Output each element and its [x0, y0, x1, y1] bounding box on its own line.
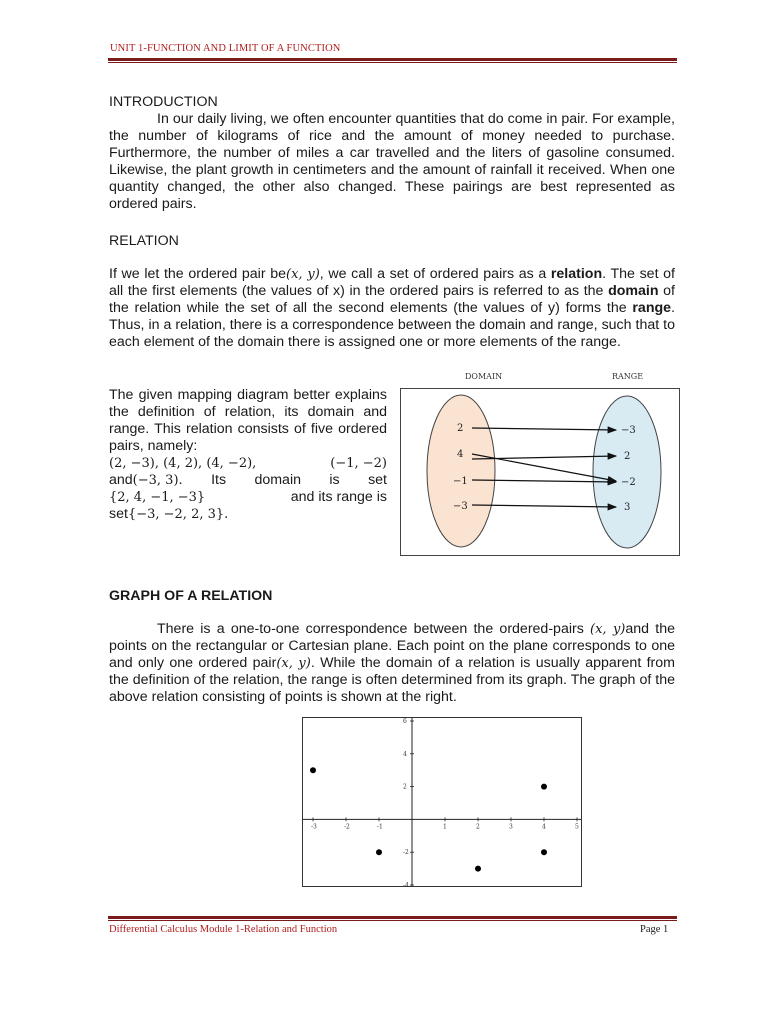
domain-value: 4	[457, 449, 464, 460]
x-tick-label: 2	[476, 823, 480, 831]
mapping-arrow	[472, 505, 616, 507]
y-tick-label: -2	[403, 849, 409, 857]
data-point	[541, 849, 547, 855]
x-tick-label: 3	[509, 823, 513, 831]
header-title: UNIT 1-FUNCTION AND LIMIT OF A FUNCTION	[110, 43, 341, 54]
x-tick-label: 5	[575, 823, 579, 831]
data-point	[541, 784, 547, 790]
relation-heading: RELATION	[109, 233, 179, 249]
footer-rule-thin	[108, 920, 677, 921]
mapping-diagram	[400, 367, 680, 557]
mapping-arrow	[472, 428, 616, 430]
range-value: −2	[621, 477, 636, 488]
header-rule	[108, 58, 677, 61]
y-tick-label: 4	[403, 750, 407, 758]
domain-value: −1	[453, 476, 468, 487]
range-value: 3	[624, 502, 631, 513]
graph-paragraph: There is a one-to-one correspondence between the ordered-pairs (x, y)and the points on the rectangular or Cartesian plane. Each point on the plane corresponds to one and only one ordered pair(x, y). While the domain of a relation is usually apparent from the definition of the relation, the range is often determined from its graph. The graph of the above relation consisting of points is shown at the right.	[109, 621, 675, 705]
relation-graph	[302, 717, 582, 889]
header-rule-thin	[108, 62, 677, 63]
footer-rule	[108, 916, 677, 919]
intro-heading: INTRODUCTION	[109, 94, 218, 110]
mapping-explanation: The given mapping diagram better explains the definition of relation, its domain and range. This relation consists of five ordered pairs, namely: (2, −3), (4, 2), (4, −2), (−1, −2) and(−3, 3). Its domain is set {2, 4, −1, −3} and its range is set{−3, −2, 2, 3}.	[109, 387, 387, 522]
domain-label: DOMAIN	[465, 372, 503, 381]
y-tick-label: 2	[403, 783, 407, 791]
x-tick-label: -1	[377, 823, 383, 831]
x-tick-label: 1	[443, 823, 447, 831]
data-point	[310, 767, 316, 773]
graph-frame	[303, 718, 582, 887]
y-tick-label: 6	[403, 718, 407, 725]
x-tick-label: -3	[311, 823, 317, 831]
relation-paragraph: If we let the ordered pair be(x, y), we call a set of ordered pairs as a relation. The set of all the first elements (the values of x) in the ordered pairs is referred to as the domain of the relation while the set of all the second elements (the values of y) forms the range. Thus, in a relation, there is a correspondence between the domain and range, such that to each element of the domain there is assigned one or more elements of the range.	[109, 266, 675, 350]
domain-value: −3	[453, 501, 468, 512]
domain-ellipse	[427, 395, 495, 547]
intro-paragraph: In our daily living, we often encounter quantities that do come in pair. For example, the number of kilograms of rice and the amount of money needed to purchase. Furthermore, the number of miles a car travelled and the liters of gasoline consumed. Likewise, the plant growth in centimeters and the amount of rainfall it received. When one quantity changed, the other also changed. These pairings are best represented as ordered pairs.	[109, 111, 675, 212]
range-label: RANGE	[612, 372, 644, 381]
page-number: Page 1	[640, 924, 669, 935]
y-tick-label: -4	[403, 882, 409, 889]
data-point	[376, 849, 382, 855]
x-tick-label: 4	[542, 823, 546, 831]
range-ellipse	[593, 396, 661, 548]
footer-title: Differential Calculus Module 1-Relation and Function	[109, 924, 338, 935]
range-value: −3	[621, 425, 636, 436]
graph-heading: GRAPH OF A RELATION	[109, 588, 273, 604]
x-tick-label: -2	[344, 823, 350, 831]
domain-value: 2	[457, 423, 464, 434]
data-point	[475, 866, 481, 872]
range-value: 2	[624, 451, 631, 462]
